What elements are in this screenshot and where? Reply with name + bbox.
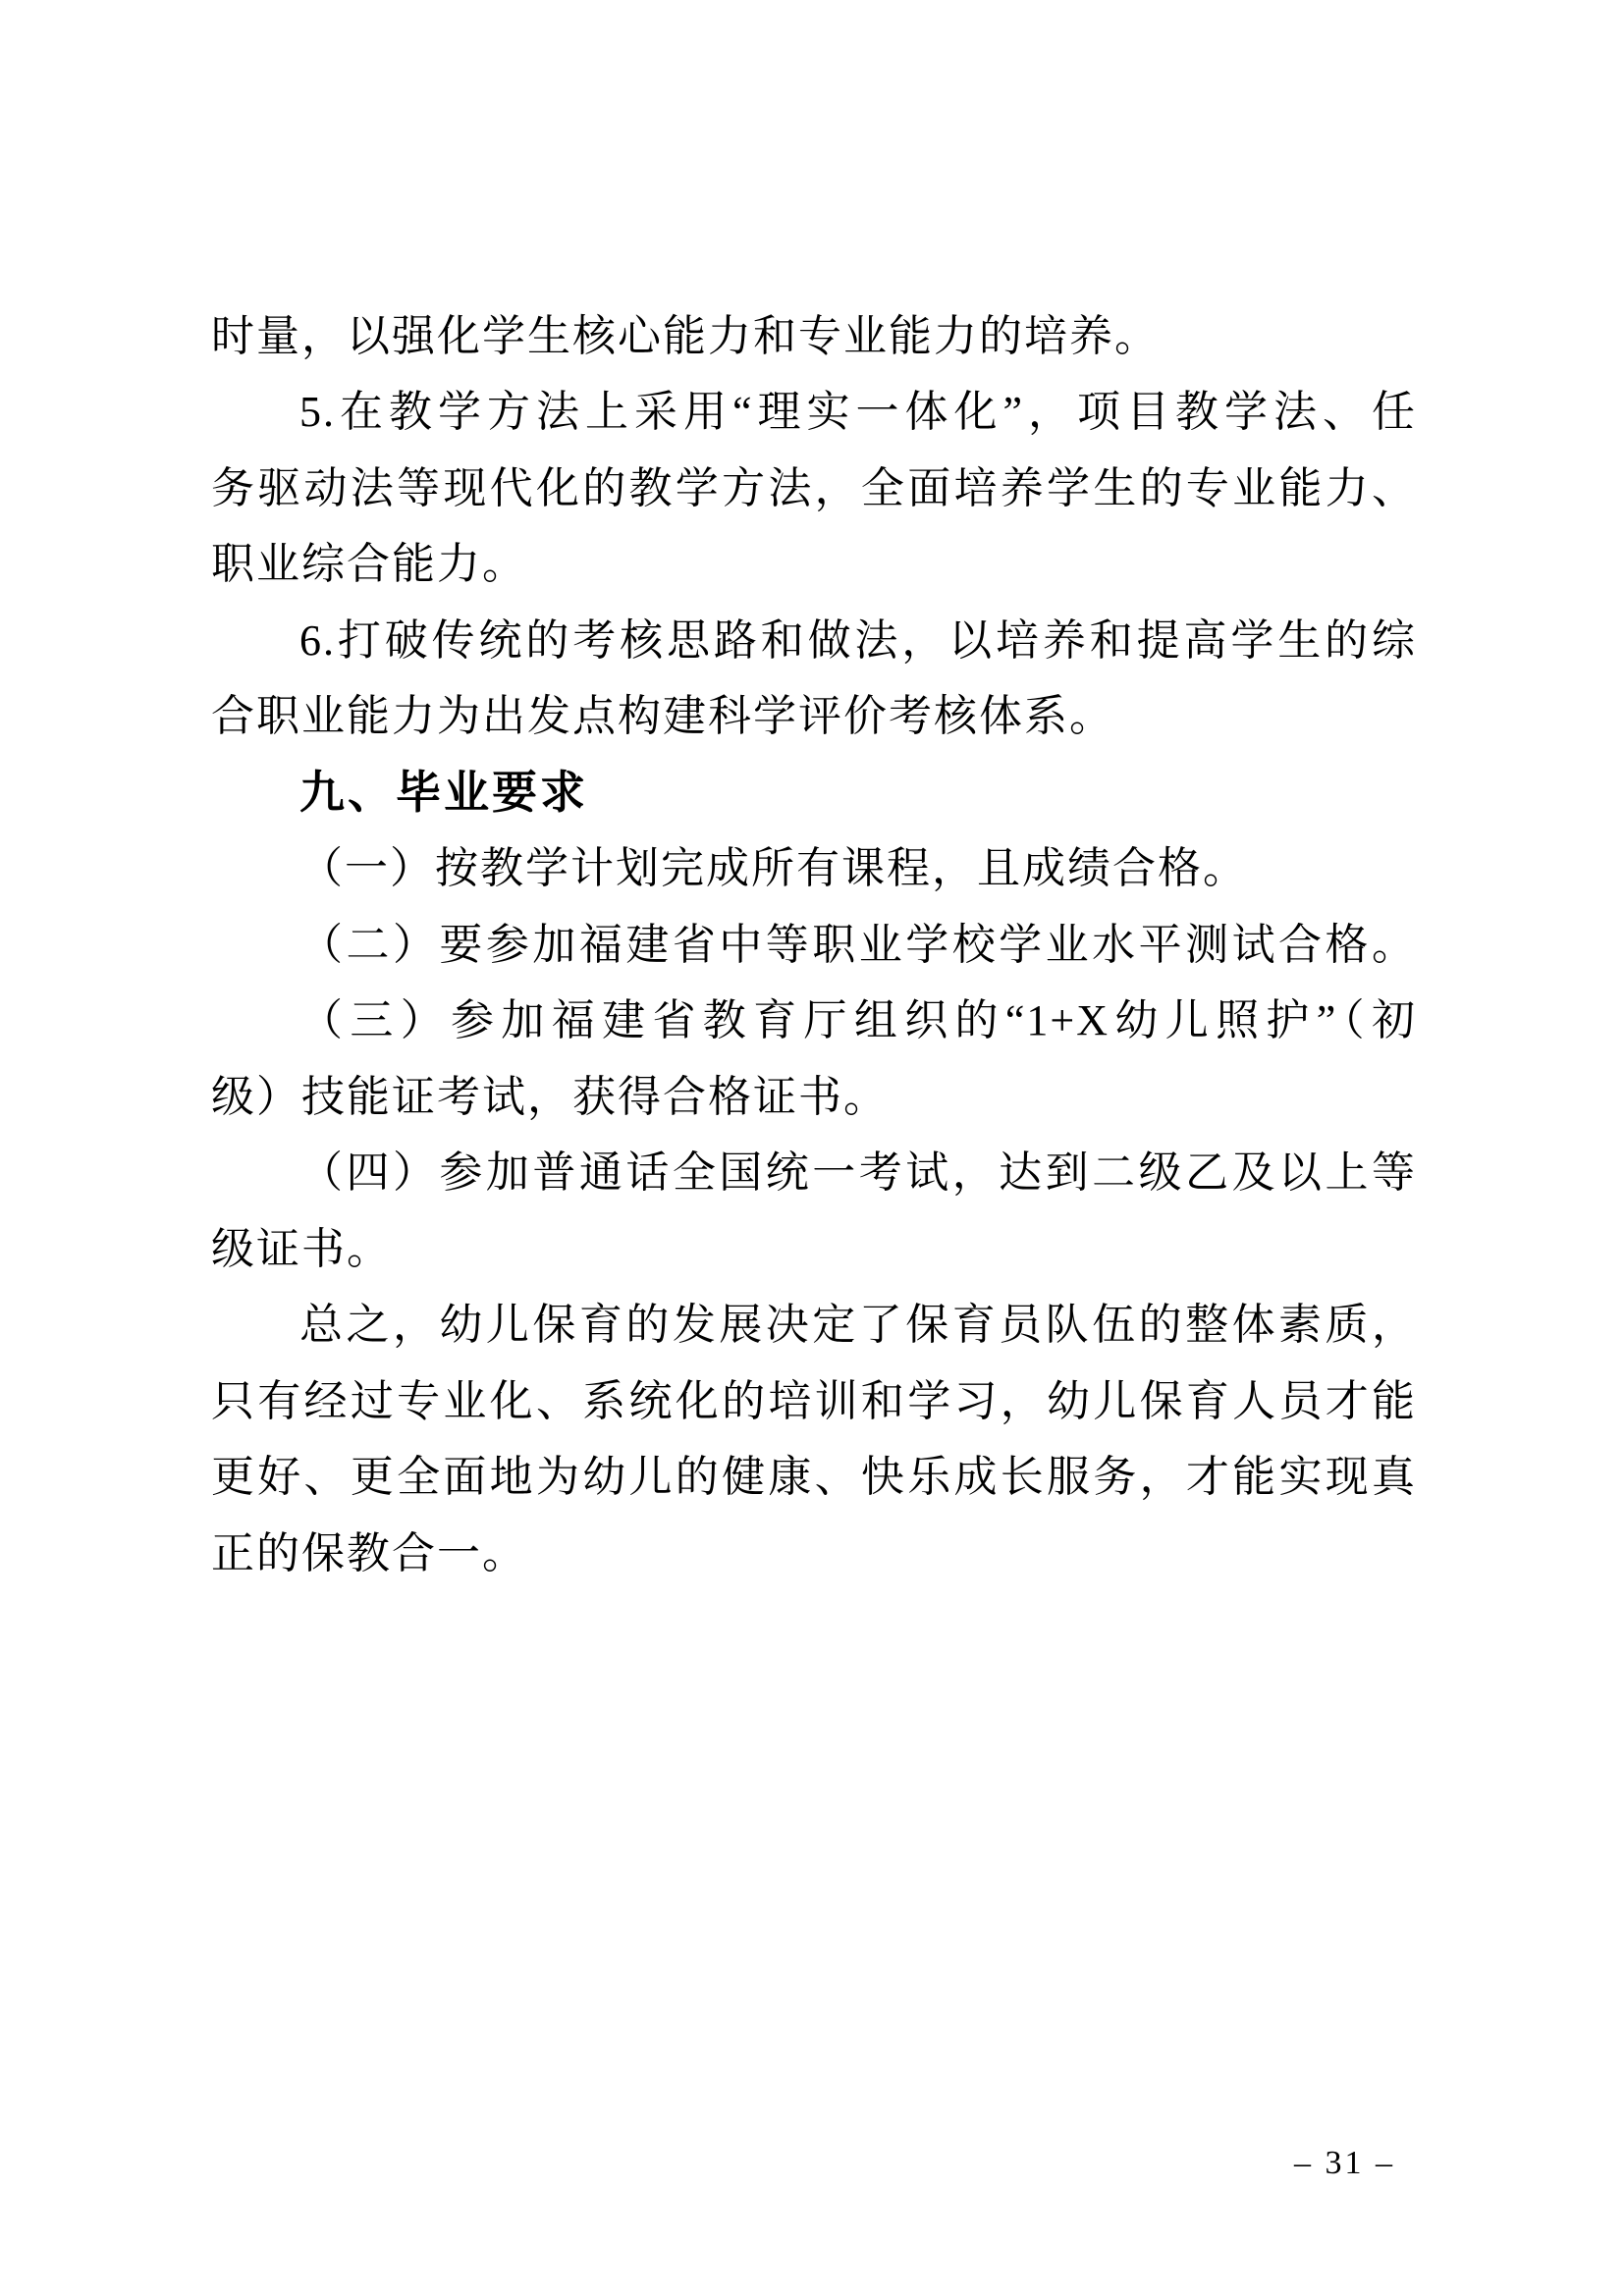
doc-line-2: 5.在教学方法上采用“理实一体化”，项目教学法、任: [299, 388, 1417, 436]
section-heading-graduation-requirements: 九、毕业要求: [299, 767, 588, 818]
doc-line-17: 正的保教合一。: [211, 1529, 527, 1577]
doc-line-16: 更好、更全面地为幼儿的健康、快乐成长服务，才能实现真: [211, 1453, 1417, 1501]
doc-line-5: 6.打破传统的考核思路和做法，以培养和提高学生的综: [299, 616, 1417, 665]
doc-line-6: 合职业能力为出发点构建科学评价考核体系。: [211, 692, 1114, 740]
doc-line-10: （三）参加福建省教育厅组织的“1+X幼儿照护”（初: [299, 996, 1417, 1044]
doc-line-15: 只有经过专业化、系统化的培训和学习，幼儿保育人员才能: [211, 1377, 1417, 1425]
doc-line-8: （一）按教学计划完成所有课程，且成绩合格。: [299, 844, 1248, 892]
doc-line-9: （二）要参加福建省中等职业学校学业水平测试合格。: [299, 921, 1417, 969]
doc-line-3: 务驱动法等现代化的教学方法，全面培养学生的专业能力、: [211, 464, 1417, 512]
page-number: – 31 –: [1294, 2145, 1395, 2181]
doc-line-12: （四）参加普通话全国统一考试，达到二级乙及以上等: [299, 1148, 1417, 1197]
doc-line-13: 级证书。: [211, 1225, 392, 1273]
doc-line-4: 职业综合能力。: [211, 540, 527, 588]
doc-line-1: 时量，以强化学生核心能力和专业能力的培养。: [211, 312, 1160, 360]
doc-line-14: 总之，幼儿保育的发展决定了保育员队伍的整体素质，: [299, 1301, 1417, 1349]
doc-line-11: 级）技能证考试，获得合格证书。: [211, 1073, 889, 1121]
